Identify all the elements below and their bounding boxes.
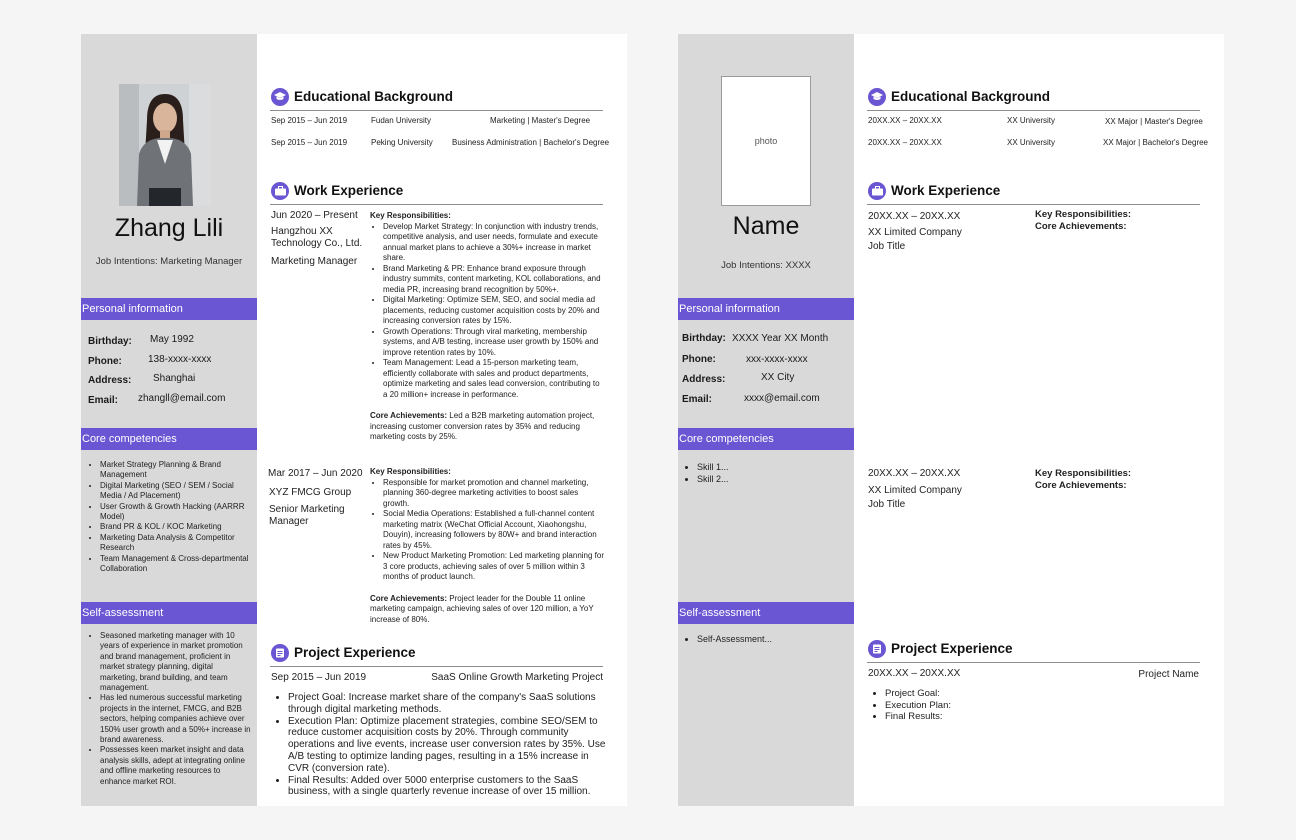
briefcase-icon [271, 182, 289, 200]
address-value: XX City [761, 372, 795, 383]
list-item: • Team Management & Cross-departmental Collaboration [100, 554, 252, 575]
list-item: • Skill 2... [697, 474, 849, 486]
graduation-cap-icon [868, 88, 886, 106]
work-title-role: Marketing Manager [271, 256, 358, 267]
divider [270, 666, 603, 667]
job-intentions: Job Intentions: Marketing Manager [95, 256, 243, 267]
edu-period: 20XX.XX – 20XX.XX [868, 138, 942, 147]
birthday-value: May 1992 [150, 334, 194, 345]
phone-label: Phone: [682, 354, 716, 365]
achievements: Core Achievements: Project leader for the Double 11 online marketing campaign, achieving sales of over 120 million, a YoY increase of 80%. [370, 593, 594, 624]
work-period: 20XX.XX – 20XX.XX [868, 211, 961, 222]
photo-label: photo [754, 136, 778, 146]
birthday-value: XXXX Year XX Month [732, 333, 829, 344]
list-item: • Develop Market Strategy: In conjunction with industry trends, competitive analysis, and user needs, formulate and execute annual market plans to achieve a 30%+ increase in market share. [383, 222, 604, 264]
candidate-name: Zhang Lili [114, 214, 224, 242]
divider [867, 662, 1200, 663]
list-item: • Project Goal: [885, 688, 1205, 700]
email-label: Email: [88, 395, 119, 406]
personal-info-header: Personal information [678, 298, 854, 320]
edu-school: XX University [1007, 138, 1056, 147]
job-intentions: Job Intentions: XXXX [721, 260, 811, 271]
edu-school: Peking University [371, 138, 433, 147]
resume-page-filled [81, 34, 627, 806]
phone-value: xxx-xxxx-xxxx [746, 354, 808, 365]
list-item: • Possesses keen market insight and data analysis skills, adept at integrating online and offline marketing resources to enhance market ROI. [100, 745, 252, 787]
phone-value: 138-xxxx-xxxx [148, 354, 212, 365]
list-item: • Skill 1... [697, 462, 849, 474]
list-item: • Project Goal: Increase market share of the company's SaaS solutions through digital marketing methods. [288, 692, 608, 716]
birthday-label: Birthday: [88, 336, 132, 347]
list-item: • Execution Plan: [885, 700, 1205, 712]
self-assessment-header: Self-assessment [81, 602, 257, 624]
work-details [370, 467, 604, 625]
achievements-heading: Core Achievements: [1035, 480, 1127, 491]
list-item: • Team Management: Lead a 15-person marketing team, efficiently collaborate with sales and product departments, optimize marketing and sales lead conversion, contributing to a 20 million+ increase in performance. [383, 358, 604, 400]
achievements: Core Achievements: Led a B2B marketing automation project, increasing customer conversion rates by 35% and reducing marketing costs by 25%. [370, 411, 595, 441]
list-item: • Execution Plan: Optimize placement strategies, combine SEO/SEM to reduce customer acquisition costs by 20%. Through community operations and live events, increase user conversion rates by 35%. Use A/B testing to optimize landing pages, resulting in a 15% increase in CVR (conversion rate). [288, 716, 608, 775]
responsibilities-list [370, 478, 604, 583]
core-competencies-header: Core competencies [81, 428, 257, 450]
work-company: Hangzhou XX Technology Co., Ltd. [271, 226, 363, 249]
phone-label: Phone: [88, 356, 122, 367]
project-name: Project Name [1138, 669, 1199, 680]
edu-major-degree: Marketing | Master's Degree [490, 116, 591, 125]
edu-major-degree: XX Major | Bachelor's Degree [1103, 138, 1208, 147]
list-item: • Market Strategy Planning & Brand Management [100, 460, 252, 481]
list-item: • Brand PR & KOL / KOC Marketing [100, 522, 252, 532]
profile-photo [119, 84, 211, 206]
personal-info-header: Personal information [81, 298, 257, 320]
list-item: • Social Media Operations: Established a full-channel content marketing matrix (WeChat Official Account, Xiaohongshu, Douyin), increasing followers by 80W+ and brand interaction rates by 45%. [383, 509, 604, 551]
main-content [270, 34, 622, 806]
list-item: • Digital Marketing (SEO / SEM / Social Media / Ad Placement) [100, 481, 252, 502]
address-value: Shanghai [153, 373, 196, 384]
edu-school: Fudan University [371, 116, 432, 125]
competencies-list [685, 462, 849, 485]
address-label: Address: [88, 375, 132, 386]
core-competencies-header: Core competencies [678, 428, 854, 450]
divider [270, 204, 603, 205]
responsibilities-heading: Key Responsibilities: [370, 211, 451, 220]
responsibilities-list [370, 222, 604, 401]
work-period: 20XX.XX – 20XX.XX [868, 468, 961, 479]
sidebar [81, 34, 257, 806]
responsibilities-heading: Key Responsibilities: [370, 467, 451, 476]
birthday-label: Birthday: [682, 333, 726, 344]
list-item: • New Product Marketing Promotion: Led marketing planning for 3 core products, achieving sales of over 5 million within 3 months of product launch. [383, 551, 604, 583]
project-title: Project Experience [294, 645, 416, 660]
candidate-name: Name [732, 212, 800, 240]
list-item: • User Growth & Growth Hacking (AARRR Model) [100, 502, 252, 523]
work-title-role: Job Title [868, 241, 906, 252]
email-label: Email: [682, 394, 713, 405]
work-details [370, 211, 604, 443]
work-company: XYZ FMCG Group [269, 487, 352, 498]
work-period: Mar 2017 – Jun 2020 [268, 468, 363, 479]
achievements-heading: Core Achievements: [1035, 221, 1127, 232]
work-title: Work Experience [294, 183, 404, 198]
divider [867, 110, 1200, 111]
responsibilities-heading: Key Responsibilities: [1035, 209, 1132, 220]
address-label: Address: [682, 374, 726, 385]
list-item: • Final Results: [885, 711, 1205, 723]
work-period: Jun 2020 – Present [271, 210, 358, 221]
project-list [271, 692, 608, 798]
email-value: xxxx@email.com [744, 393, 820, 404]
divider [867, 204, 1200, 205]
document-icon [868, 640, 886, 658]
work-title: Work Experience [891, 183, 1001, 198]
list-item: • Marketing Data Analysis & Competitor Research [100, 533, 252, 554]
edu-period: Sep 2015 – Jun 2019 [271, 138, 348, 147]
list-item: • Responsible for market promotion and channel marketing, planning 360-degree marketing activities to boost sales growth. [383, 478, 604, 510]
edu-period: Sep 2015 – Jun 2019 [271, 116, 348, 125]
project-name: SaaS Online Growth Marketing Project [431, 672, 603, 683]
list-item: • Seasoned marketing manager with 10 years of experience in market promotion and brand management, proficient in market strategy planning, digital marketing, brand building, and team management. [100, 631, 252, 693]
work-title-role: Job Title [868, 499, 906, 510]
project-title: Project Experience [891, 641, 1013, 656]
work-company: XX Limited Company [868, 485, 962, 496]
list-item: • Final Results: Added over 5000 enterprise customers to the SaaS business, with a single quarterly revenue increase of over 15 million. [288, 775, 608, 799]
edu-period: 20XX.XX – 20XX.XX [868, 116, 942, 125]
work-title-role: Senior Marketing Manager [269, 504, 345, 527]
self-assessment-list [685, 634, 849, 646]
list-item: • Self-Assessment... [697, 634, 849, 646]
responsibilities-heading: Key Responsibilities: [1035, 468, 1132, 479]
main-content [867, 34, 1219, 806]
self-assessment-list [88, 631, 252, 787]
work-company: XX Limited Company [868, 227, 962, 238]
edu-major-degree: XX Major | Master's Degree [1105, 117, 1203, 126]
education-title: Educational Background [891, 89, 1051, 104]
list-item: • Growth Operations: Through viral marketing, membership systems, and A/B testing, increase user growth by 150% and improve retention rates by 10%. [383, 327, 604, 359]
edu-major-degree: Business Administration | Bachelor's Degree [452, 138, 610, 147]
graduation-cap-icon [271, 88, 289, 106]
resume-page-template [678, 34, 1224, 806]
list-item: • Has led numerous successful marketing projects in the internet, FMCG, and B2B sectors, helping companies achieve over 150% user growth and a 50%+ increase in brand awareness. [100, 693, 252, 745]
sidebar [678, 34, 854, 806]
photo-placeholder [721, 76, 811, 206]
project-period: 20XX.XX – 20XX.XX [868, 668, 961, 679]
project-period: Sep 2015 – Jun 2019 [271, 672, 367, 683]
list-item: • Digital Marketing: Optimize SEM, SEO, and social media ad placements, reducing customer acquisition costs by 20% and increasing conversion rates by 15%. [383, 295, 604, 327]
self-assessment-header: Self-assessment [678, 602, 854, 624]
competencies-list [88, 460, 252, 574]
list-item: • Brand Marketing & PR: Enhance brand exposure through industry summits, content marketing, KOL collaborations, and media PR, increasing brand recognition by 50%+. [383, 264, 604, 296]
divider [270, 110, 603, 111]
document-icon [271, 644, 289, 662]
briefcase-icon [868, 182, 886, 200]
project-list [868, 688, 1205, 723]
edu-school: XX University [1007, 116, 1056, 125]
education-title: Educational Background [294, 89, 454, 104]
email-value: zhangll@email.com [138, 393, 226, 404]
